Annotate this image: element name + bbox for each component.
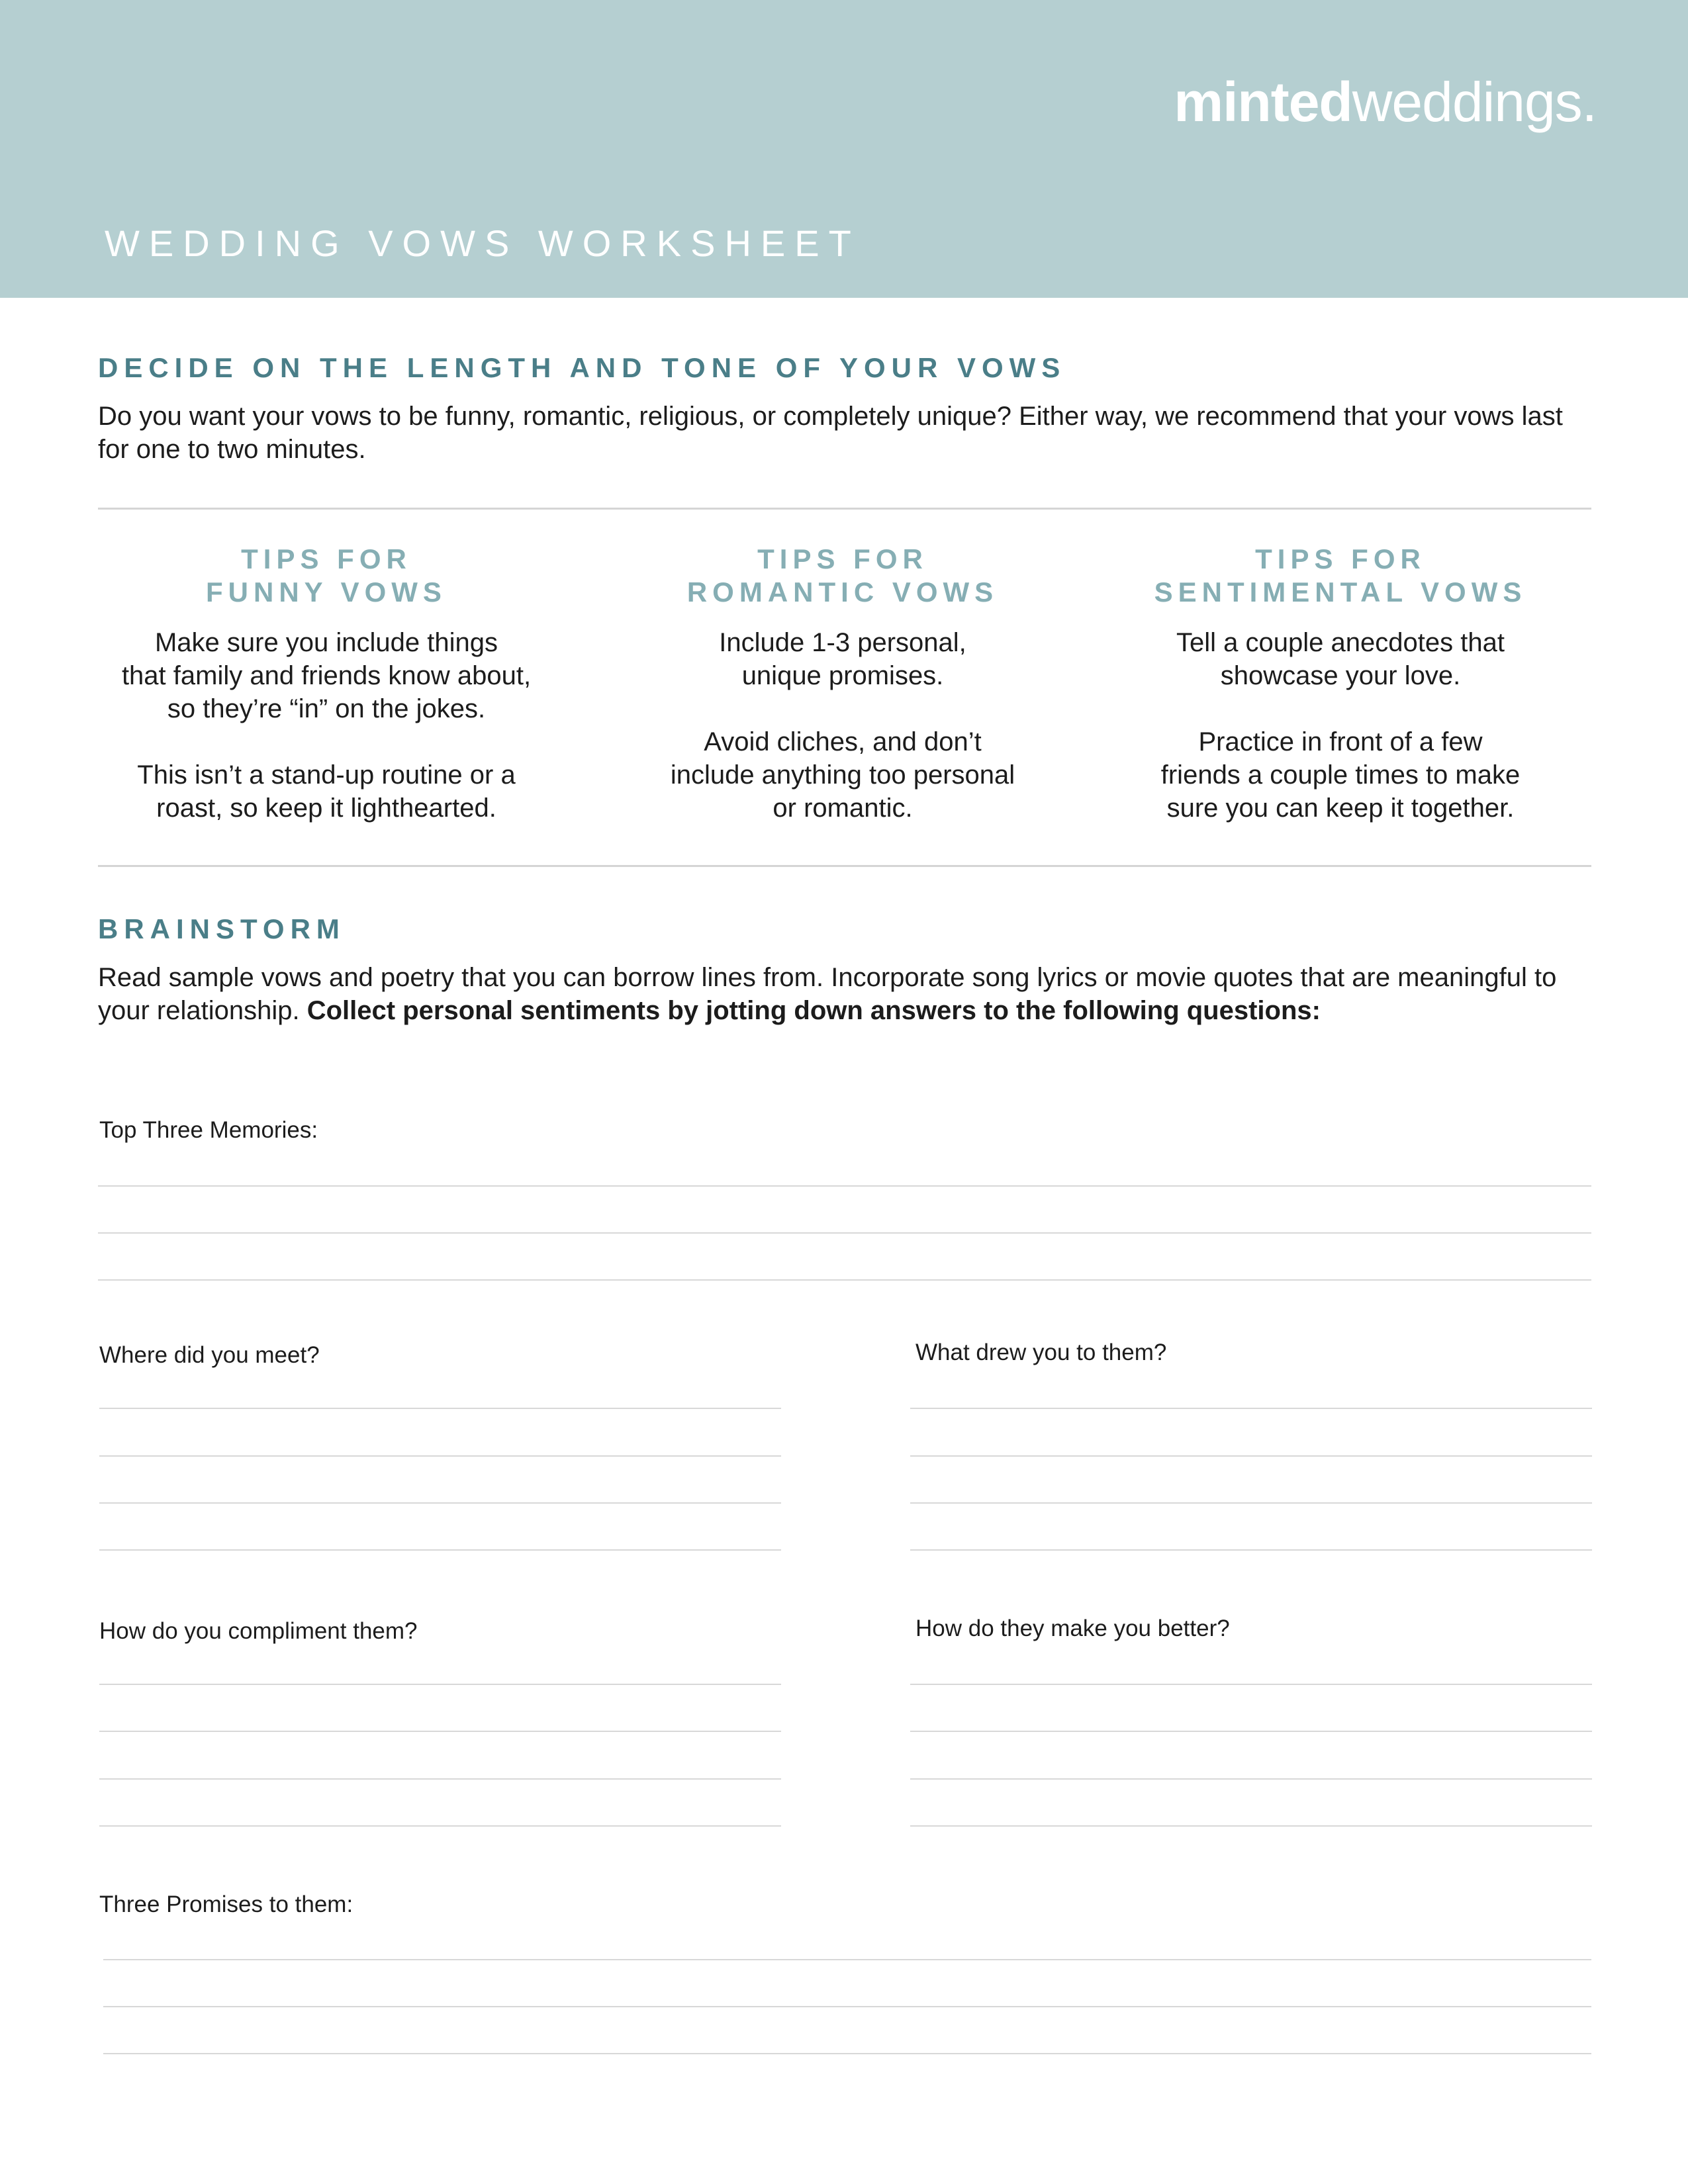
tips-funny-title-line1: TIPS FOR xyxy=(241,543,412,574)
question-where-did-you-meet: Where did you meet? xyxy=(99,1342,320,1368)
tips-funny-title-line2: FUNNY VOWS xyxy=(206,576,447,608)
answer-line[interactable] xyxy=(910,1731,1592,1732)
brainstorm-text-regular: Read sample vows and poetry that you can borrow lines from. Incorporate song lyrics or movie quotes that are meaningful to your relationship. xyxy=(98,963,1557,1025)
answer-line[interactable] xyxy=(103,2006,1591,2007)
tips-sentimental-paragraph-2: Practice in front of a few friends a couple times to make sure you can keep it together. xyxy=(1160,727,1521,823)
tips-romantic-title-line2: ROMANTIC VOWS xyxy=(686,576,999,608)
answer-line[interactable] xyxy=(99,1455,781,1457)
brainstorm-text-bold: Collect personal sentiments by jotting down answers to the following questions: xyxy=(306,996,1321,1025)
document-title: WEDDING VOWS WORKSHEET xyxy=(105,222,861,264)
tips-romantic-paragraph-2: Avoid cliches, and don’t include anything too personal or romantic. xyxy=(670,727,1015,823)
answer-line[interactable] xyxy=(98,1232,1591,1234)
tips-funny-body xyxy=(95,626,558,825)
question-how-do-you-compliment: How do you compliment them? xyxy=(99,1618,418,1644)
tips-sentimental-title-line1: TIPS FOR xyxy=(1255,543,1426,574)
tips-funny xyxy=(95,543,558,825)
answer-line[interactable] xyxy=(103,2053,1591,2054)
tips-sentimental-body xyxy=(1109,626,1572,825)
tips-romantic-body xyxy=(611,626,1074,825)
answer-line[interactable] xyxy=(98,1185,1591,1187)
question-what-drew-you: What drew you to them? xyxy=(915,1340,1167,1365)
answer-line[interactable] xyxy=(910,1408,1592,1409)
logo-bold-text: minted xyxy=(1174,71,1352,133)
answer-line[interactable] xyxy=(99,1684,781,1685)
brand-logo xyxy=(1174,71,1597,133)
question-top-three-memories: Top Three Memories: xyxy=(99,1117,318,1143)
answer-line[interactable] xyxy=(99,1778,781,1780)
length-tone-heading: DECIDE ON THE LENGTH AND TONE OF YOUR VOWS xyxy=(98,352,1066,383)
answer-line[interactable] xyxy=(910,1502,1592,1504)
tips-funny-paragraph-1: Make sure you include things that family and friends know about, so they’re “in” on the jokes. xyxy=(121,628,532,723)
answer-line[interactable] xyxy=(99,1408,781,1409)
answer-line[interactable] xyxy=(910,1684,1592,1685)
answer-line[interactable] xyxy=(103,1959,1591,1960)
tips-romantic xyxy=(611,543,1074,825)
question-three-promises: Three Promises to them: xyxy=(99,1891,353,1917)
tips-romantic-paragraph-1: Include 1-3 personal, unique promises. xyxy=(719,628,966,690)
answer-line[interactable] xyxy=(910,1549,1592,1551)
length-tone-text: Do you want your vows to be funny, romantic, religious, or completely unique? Either way, we recommend that your vows last for one to two minutes. xyxy=(98,402,1563,464)
tips-funny-paragraph-2: This isn’t a stand-up routine or a roast, so keep it lighthearted. xyxy=(137,760,516,823)
logo-light-text: weddings. xyxy=(1352,71,1597,133)
tips-sentimental xyxy=(1109,543,1572,825)
answer-line[interactable] xyxy=(98,1279,1591,1281)
answer-line[interactable] xyxy=(99,1825,781,1827)
brainstorm-text xyxy=(98,961,1601,1027)
divider-top xyxy=(98,508,1591,510)
answer-line[interactable] xyxy=(99,1502,781,1504)
divider-bottom xyxy=(98,865,1591,867)
tips-romantic-title-line1: TIPS FOR xyxy=(757,543,928,574)
question-how-do-they-make-you-better: How do they make you better? xyxy=(915,1615,1230,1641)
answer-line[interactable] xyxy=(910,1778,1592,1780)
tips-sentimental-title-line2: SENTIMENTAL VOWS xyxy=(1154,576,1527,608)
tips-sentimental-paragraph-1: Tell a couple anecdotes that showcase your love. xyxy=(1176,628,1505,690)
answer-line[interactable] xyxy=(99,1549,781,1551)
header-banner xyxy=(0,0,1688,298)
answer-line[interactable] xyxy=(910,1825,1592,1827)
brainstorm-heading: BRAINSTORM xyxy=(98,913,346,944)
answer-line[interactable] xyxy=(910,1455,1592,1457)
answer-line[interactable] xyxy=(99,1731,781,1732)
